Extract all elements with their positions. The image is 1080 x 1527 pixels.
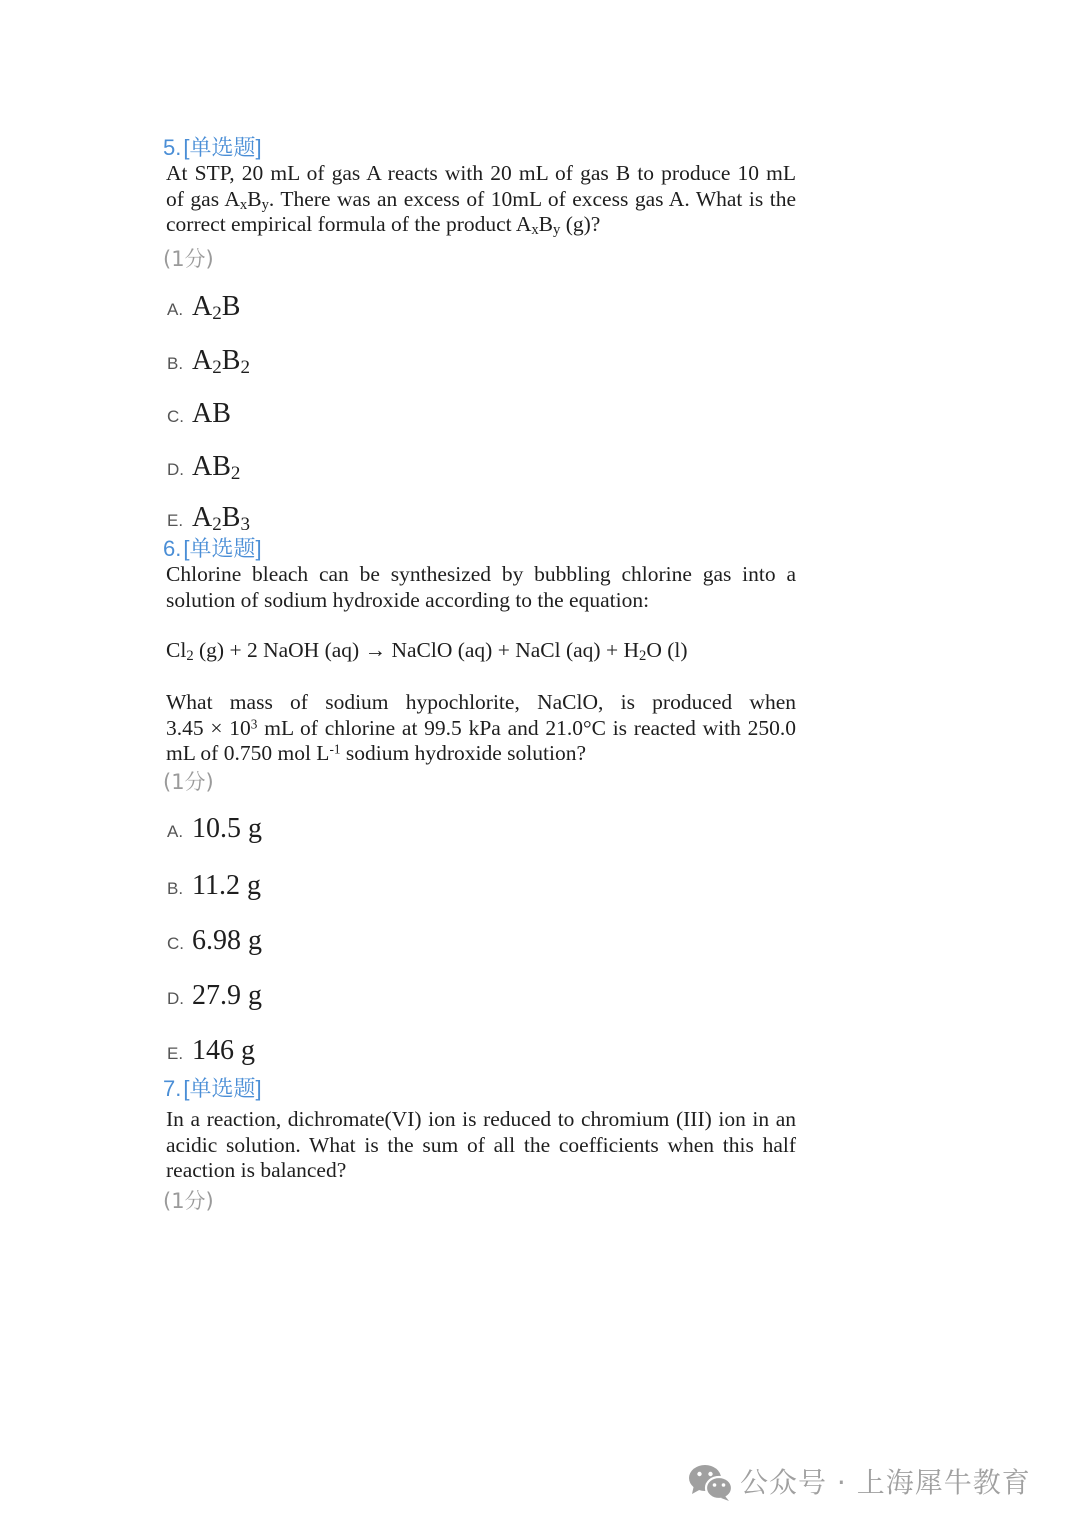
question-6-prompt — [166, 690, 796, 767]
subscript: x — [531, 222, 539, 239]
subscript: 2 — [212, 357, 222, 379]
equation-line — [166, 638, 796, 664]
stem-line — [166, 562, 796, 588]
stem-text: At STP, 20 mL of gas A reacts with 20 mL of gas B to produce 10 mL — [166, 161, 796, 185]
option-answer: 11.2 g — [192, 870, 261, 901]
option-answer — [192, 502, 250, 536]
answer-text: B — [221, 345, 241, 376]
question-5-number: 5. — [163, 135, 182, 160]
stem-text: of gas A — [166, 186, 240, 211]
question-5-option-e — [167, 500, 250, 536]
stem-text: 3.45 × 10 — [166, 715, 251, 740]
question-5-points: (1分) — [163, 247, 214, 271]
question-7-type: [单选题] — [183, 1076, 262, 1101]
subscript: y — [261, 196, 269, 213]
question-5-header — [163, 135, 262, 161]
question-5-type: [单选题] — [183, 135, 262, 160]
stem-text: . There was an excess of 10mL of excess gas A. What is the — [268, 186, 796, 211]
subscript: 3 — [240, 514, 250, 536]
question-6-number: 6. — [163, 536, 182, 561]
stem-text: solution of sodium hydroxide according to the equation: — [166, 587, 650, 612]
subscript: 2 — [212, 514, 222, 536]
option-letter: D. — [167, 460, 184, 479]
answer-text: AB — [192, 451, 231, 482]
question-5-option-a — [167, 289, 240, 325]
question-5-option-c — [167, 396, 231, 432]
watermark-text: 公众号 · 上海犀牛教育 — [740, 1466, 1031, 1499]
option-answer: 10.5 g — [192, 813, 262, 844]
option-answer — [192, 291, 241, 325]
equation-text: (g) + 2 NaOH (aq) → NaClO (aq) + NaCl (aq) + H — [193, 638, 639, 662]
stem-text: What mass of sodium hypochlorite, NaClO, is produced when — [166, 690, 796, 714]
stem-line — [166, 212, 796, 238]
question-6-option-c — [167, 923, 262, 959]
question-5-option-b — [167, 343, 250, 379]
question-6-equation — [166, 638, 796, 664]
stem-line — [166, 1107, 796, 1133]
stem-text: sodium hydroxide solution? — [340, 741, 586, 765]
question-6-type: [单选题] — [183, 536, 262, 561]
question-5-option-d — [167, 449, 240, 485]
stem-line — [166, 1158, 796, 1184]
question-6-stem — [166, 562, 796, 613]
stem-line — [166, 1133, 796, 1159]
stem-line — [166, 161, 796, 187]
question-5-stem — [166, 161, 796, 238]
question-6-option-a — [167, 811, 262, 847]
stem-text: B — [538, 212, 554, 236]
subscript: 2 — [240, 357, 250, 379]
subscript: 2 — [186, 648, 194, 665]
stem-text: In a reaction, dichromate(VI) ion is reduced to chromium (III) ion in an — [166, 1107, 796, 1131]
subscript: x — [239, 196, 248, 213]
question-7-points: (1分) — [163, 1189, 214, 1213]
question-7-number: 7. — [163, 1076, 182, 1101]
option-answer — [192, 451, 241, 485]
answer-text: A — [192, 502, 213, 533]
subscript: y — [553, 222, 561, 239]
stem-line — [166, 588, 796, 614]
answer-text: A — [192, 291, 213, 322]
superscript: -1 — [329, 741, 341, 757]
stem-text: mL of 0.750 mol L — [166, 741, 330, 765]
question-7-stem — [166, 1107, 796, 1184]
option-answer — [192, 345, 250, 379]
option-letter: A. — [167, 822, 184, 841]
stem-text: reaction is balanced? — [166, 1158, 347, 1182]
stem-text: Chlorine bleach can be synthesized by bubbling chlorine gas into a — [166, 562, 796, 586]
option-letter: D. — [167, 989, 184, 1008]
option-letter: E. — [167, 1044, 184, 1063]
subscript: 2 — [639, 648, 647, 665]
option-answer: 27.9 g — [192, 980, 262, 1011]
wechat-icon — [688, 1464, 734, 1502]
stem-text: mL of chlorine at 99.5 kPa and 21.0°C is reacted with 250.0 — [257, 715, 796, 740]
answer-text: A — [192, 345, 213, 376]
stem-line — [166, 716, 796, 742]
option-letter: E. — [167, 511, 184, 530]
question-6-header — [163, 536, 262, 562]
stem-text: (g)? — [560, 212, 601, 236]
equation-text: Cl — [166, 638, 187, 662]
option-letter: B. — [167, 879, 184, 898]
option-letter: A. — [167, 300, 184, 319]
answer-text: B — [221, 291, 241, 322]
stem-text: correct empirical formula of the product A — [166, 212, 532, 236]
question-6-option-d — [167, 978, 262, 1014]
subscript: 2 — [230, 463, 241, 485]
superscript: 3 — [250, 715, 258, 731]
option-answer — [192, 398, 231, 429]
option-answer: 6.98 g — [192, 925, 262, 956]
stem-line — [166, 187, 796, 213]
equation-text: O (l) — [646, 638, 688, 662]
subscript: 2 — [212, 303, 222, 325]
question-6-option-e — [167, 1033, 255, 1069]
stem-text: B — [247, 186, 262, 211]
question-6-points: (1分) — [163, 770, 214, 794]
stem-line — [166, 690, 796, 716]
option-letter: C. — [167, 407, 184, 426]
answer-text: B — [221, 502, 241, 533]
option-letter: C. — [167, 934, 184, 953]
option-answer: 146 g — [192, 1035, 255, 1066]
stem-line — [166, 741, 796, 767]
question-7-header — [163, 1076, 262, 1102]
option-letter: B. — [167, 354, 184, 373]
question-6-option-b — [167, 868, 261, 904]
answer-text: AB — [192, 398, 231, 429]
stem-text: acidic solution. What is the sum of all the coefficients when this half — [166, 1132, 796, 1157]
